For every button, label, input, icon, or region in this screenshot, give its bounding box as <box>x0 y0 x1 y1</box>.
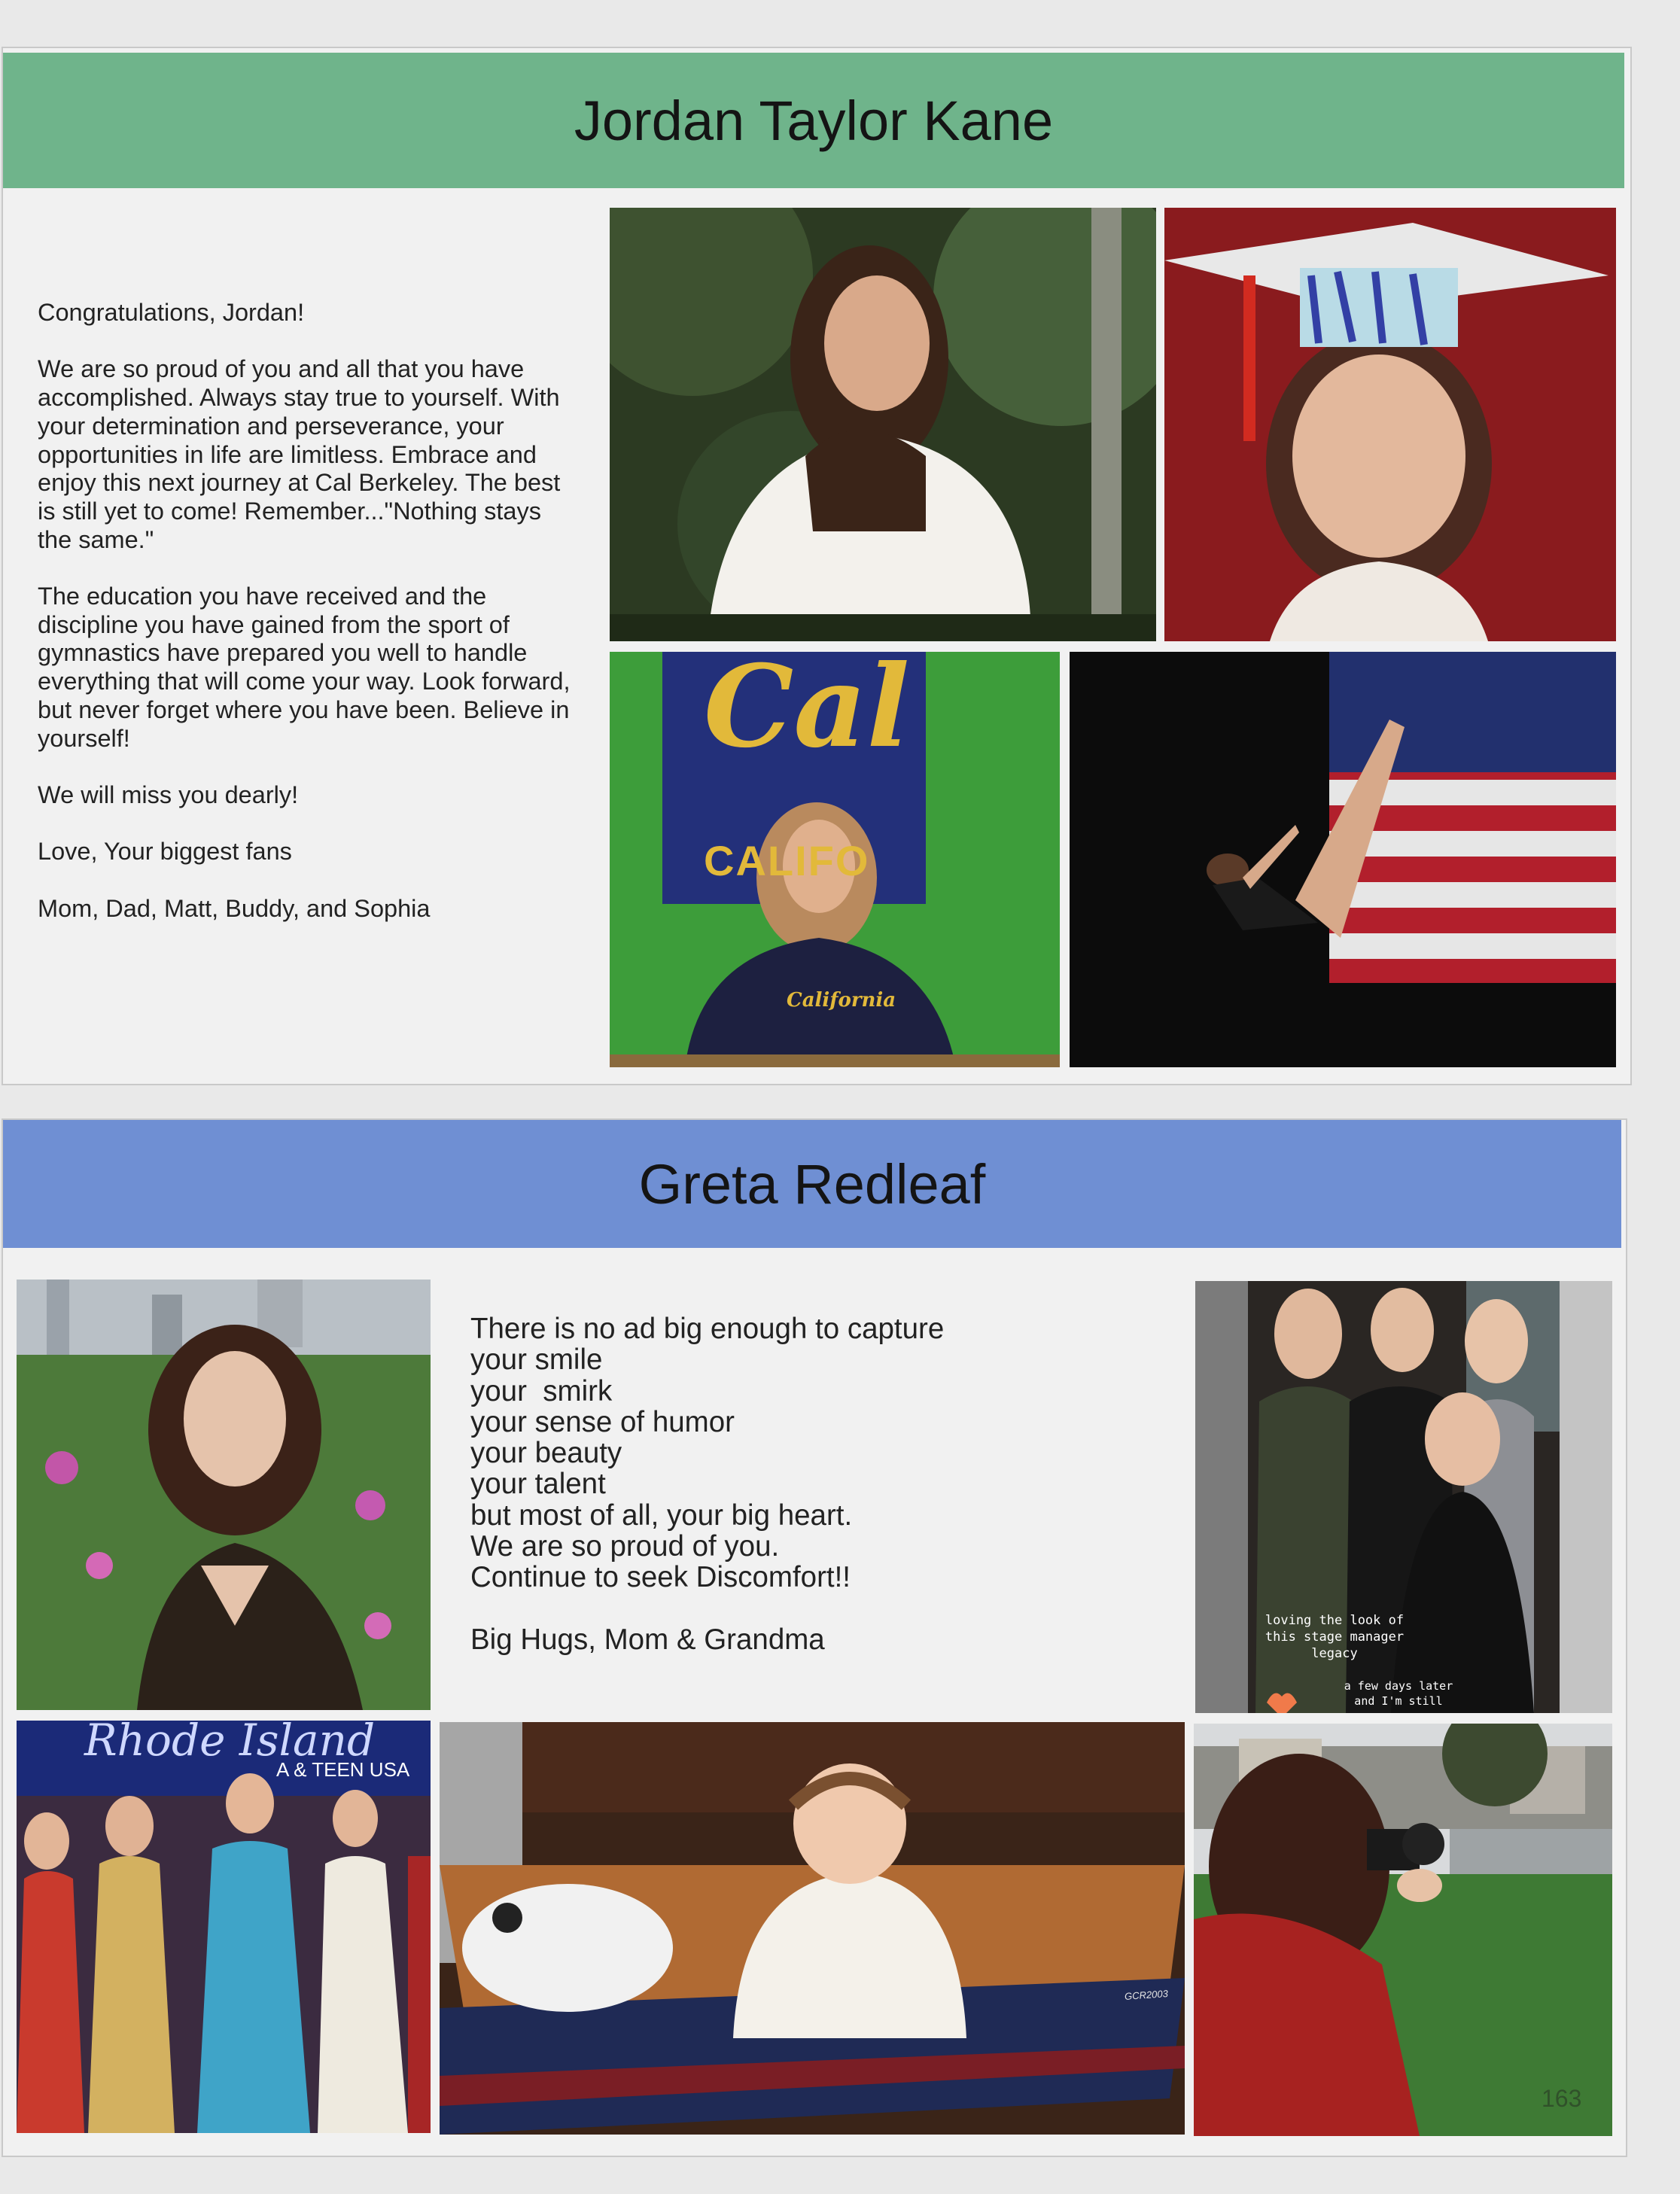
jordan-name-title: Jordan Taylor Kane <box>574 89 1054 152</box>
poem-line: but most of all, your big heart. <box>470 1499 853 1532</box>
poem-line: There is no ad big enough to capture <box>470 1313 945 1345</box>
poem-line: We are so proud of you. <box>470 1530 780 1563</box>
greta-name-banner <box>3 1120 1621 1248</box>
page-number: 163 <box>1542 2085 1582 2112</box>
story-caption-1: loving the look of this stage manager legacy <box>1265 1613 1405 1661</box>
message-paragraph: We are so proud of you and all that you have accomplished. Always stay true to yourself. With your determination and perseverance, your opportunities in life are limitless. Embrace and enjoy this next journey at Cal Berkeley. The best is still yet to come! Remember..."Nothing stays the same." <box>38 355 561 553</box>
photo-senior-portrait <box>610 208 1156 641</box>
poem-line: Continue to seek Discomfort!! <box>470 1561 851 1594</box>
poem-line: your smirk <box>470 1374 613 1407</box>
photo-friends-group <box>1195 1281 1612 1713</box>
photo-pageant <box>17 1721 431 2133</box>
pageant-banner-text: Rhode Island <box>84 1721 376 1766</box>
shirt-script-text: California <box>787 989 896 1012</box>
greta-poem <box>470 1313 1012 1655</box>
photo-greta-garden-portrait <box>17 1280 431 1710</box>
poem-line: your smile <box>470 1343 603 1377</box>
photo-cal-signing <box>610 652 1060 1067</box>
greta-name-title: Greta Redleaf <box>638 1152 986 1216</box>
poem-signoff: Big Hugs, Mom & Grandma <box>470 1623 825 1656</box>
photo-baby-in-boat <box>440 1722 1185 2135</box>
poem-line: your sense of humor <box>470 1405 735 1438</box>
boat-label-text: GCR2003 <box>1124 1988 1169 2002</box>
message-paragraph: Mom, Dad, Matt, Buddy, and Sophia <box>38 894 431 922</box>
jordan-message <box>38 299 580 951</box>
cal-banner-word: CALIFO <box>704 837 870 884</box>
story-caption-2: a few days later and I'm still <box>1344 1679 1453 1708</box>
poem-line: your beauty <box>470 1437 622 1470</box>
message-paragraph: The education you have received and the discipline you have gained from the sport of gymnastics have prepared you well to handle everything that will come your way. Look forward, but never forget where you have been. Believe in yourself! <box>38 583 571 752</box>
message-paragraph: Love, Your biggest fans <box>38 838 292 866</box>
cal-banner-logo-text: Cal <box>704 652 910 773</box>
photo-greta-photographer <box>1194 1724 1612 2136</box>
message-paragraph: Congratulations, Jordan! <box>38 299 305 326</box>
poem-line: your talent <box>470 1468 606 1501</box>
pageant-sub-text: A & TEEN USA <box>276 1758 410 1781</box>
photo-kindergarten-graduation <box>1164 208 1616 641</box>
photo-gymnastics-flag <box>1070 652 1616 1067</box>
message-paragraph: We will miss you dearly! <box>38 781 299 808</box>
jordan-name-banner <box>3 53 1624 188</box>
